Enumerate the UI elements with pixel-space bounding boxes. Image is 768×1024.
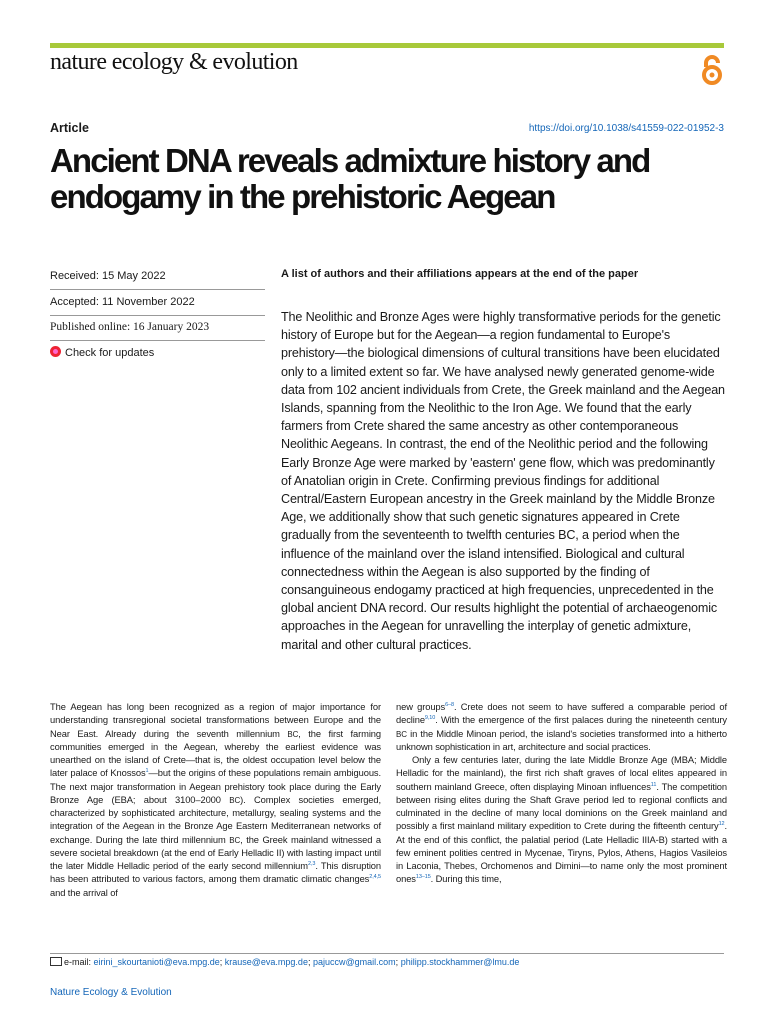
- reference-link[interactable]: 13–15: [415, 874, 431, 881]
- email-link[interactable]: philipp.stockhammer@lmu.de: [400, 957, 520, 967]
- body-text: ). Complex societies emerged, characterized by sophisticated architecture, metallurgy, sealing systems and the integration of the Aegean in the Bronze Age Eastern Mediterranean networks of exchange. During the late third millennium: [50, 794, 381, 845]
- email-separator: ;: [307, 957, 311, 967]
- journal-accent-bar: [50, 43, 724, 48]
- email-label: e-mail:: [64, 957, 92, 967]
- reference-link[interactable]: 2,4,5: [369, 874, 381, 881]
- body-text: . The competition between rising elites during the Shaft Grave period led to regional conflicts and culminated in the decline of many local dominions on the Greek mainland and possibly a first mainland military expedition to Crete during the fifteenth century: [396, 781, 727, 832]
- reference-link[interactable]: 6–8: [445, 701, 454, 708]
- email-separator: ;: [219, 957, 223, 967]
- doi-link[interactable]: https://doi.org/10.1038/s41559-022-01952-3: [528, 123, 724, 134]
- open-access-icon: [700, 54, 724, 86]
- email-link[interactable]: krause@eva.mpg.de: [224, 957, 308, 967]
- body-text: new groups: [396, 702, 446, 712]
- bc-unit: BC: [229, 795, 241, 805]
- bc-unit: BC: [229, 835, 241, 845]
- body-text: . At the end of this conflict, the palatial period (Late Helladic IIIA-B) started with a few eminent polities centred in Mycenae, Tiryns, Pylos, Athens, Hagios Vasileios in Laconia, Thebes, Orchomenos and Dimini—to name only the most prominent ones: [396, 821, 727, 885]
- body-text: . This disruption has been attributed to various factors, among them dramatic climatic changes: [50, 861, 381, 885]
- body-column-1: [50, 701, 381, 900]
- body-text: , the first farming communities emerged in the Aegean, whereby the earliest evidence was unearthed on the island of Crete—that is, the oldest occupation level below the later palace of Knossos: [50, 728, 381, 779]
- reference-link[interactable]: 1: [145, 768, 149, 775]
- affiliations-note: A list of authors and their affiliations appears at the end of the paper: [281, 268, 639, 280]
- check-for-updates-icon: [50, 346, 61, 357]
- body-column-2: [396, 701, 727, 887]
- body-paragraph: [396, 701, 727, 754]
- email-contacts: [50, 953, 724, 967]
- reference-link[interactable]: 9,10: [424, 715, 436, 722]
- body-text: The Aegean has long been recognized as a region of major importance for understanding transregional societal transformations between Europe and the Near East. Already during the seventh millennium: [50, 702, 381, 739]
- body-text: Only a few centuries later, during the late Middle Bronze Age (MBA; Middle Helladic for the mainland), the first rich shaft graves of local elites appeared in southern mainland Greece, often displaying Minoan influences: [396, 755, 727, 792]
- reference-link[interactable]: 11: [650, 781, 657, 788]
- body-text: . Crete does not seem to have suffered a comparable period of decline: [396, 702, 727, 726]
- article-title: Ancient DNA reveals admixture history and endogamy in the prehistoric Aegean: [50, 142, 650, 215]
- check-for-updates-button[interactable]: [50, 346, 265, 359]
- body-text: and the arrival of: [50, 887, 118, 898]
- check-for-updates-label: Check for updates: [65, 347, 155, 359]
- email-separator: ;: [395, 957, 399, 967]
- accepted-date: Accepted: 11 November 2022: [50, 296, 265, 316]
- bc-unit: BC: [396, 729, 407, 739]
- body-text: . During this time,: [430, 874, 502, 885]
- envelope-icon: [50, 957, 62, 966]
- body-text: —but the origins of these populations remain ambiguous. The next major transformation in Aegean prehistory took place during the Early Bronze Age (EBA; about 3100–2000: [50, 768, 381, 805]
- article-type-label: Article: [50, 121, 89, 135]
- abstract: The Neolithic and Bronze Ages were highly transformative periods for the genetic history of Europe but for the Aegean—a region fundamental to Europe's prehistory—the biological dimensions of cultural transitions have been elucidated only to a limited extent so far. We have analysed newly generated genome-wide data from 102 ancient individuals from Crete, the Greek mainland and the Aegean Islands, spanning from the Neolithic to the Iron Age. We found that the early farmers from Crete shared the same ancestry as other contemporaneous Neolithic Aegeans. In contrast, the end of the Neolithic period and the following Early Bronze Age were marked by 'eastern' gene flow, which was predominantly of Anatolian origin in Crete. Confirming previous findings for additional Central/Eastern European ancestry in the Greek mainland by the Middle Bronze Age, we additionally show that such genetic signatures appeared in Crete gradually from the seventeenth to twelfth centuries BC, a period when the influence of the mainland over the island intensified. Biological and cultural connectedness within the Aegean is also supported by the finding of consanguineous endogamy practiced at high frequencies, unprecedented in the global ancient DNA record. Our results highlight the potential of archaeogenomic approaches in the Aegean for unravelling the interplay of genetic admixture, marital and other cultural practices.: [281, 310, 725, 652]
- body-text: . With the emergence of the first palaces during the nineteenth century: [435, 715, 727, 726]
- body-text: , the Greek mainland witnessed a severe societal breakdown (at the end of Early Helladic II) with lasting impact until the later Middle Helladic period of the early second millennium: [50, 834, 381, 871]
- body-text: in the Middle Minoan period, the island's societies transformed into a hitherto unknown sophistication in art, architecture and social practices.: [396, 728, 727, 752]
- journal-footer: Nature Ecology & Evolution: [50, 987, 172, 998]
- email-link[interactable]: pajuccw@gmail.com: [312, 957, 396, 967]
- received-date: Received: 15 May 2022: [50, 270, 265, 290]
- email-link[interactable]: eirini_skourtanioti@eva.mpg.de: [93, 957, 220, 967]
- reference-link[interactable]: 2,3: [307, 860, 316, 867]
- reference-link[interactable]: 12: [718, 821, 725, 828]
- journal-name: nature ecology & evolution: [50, 49, 298, 75]
- body-paragraph: [396, 754, 727, 887]
- bc-unit: BC: [287, 729, 299, 739]
- published-date: Published online: 16 January 2023: [50, 321, 265, 341]
